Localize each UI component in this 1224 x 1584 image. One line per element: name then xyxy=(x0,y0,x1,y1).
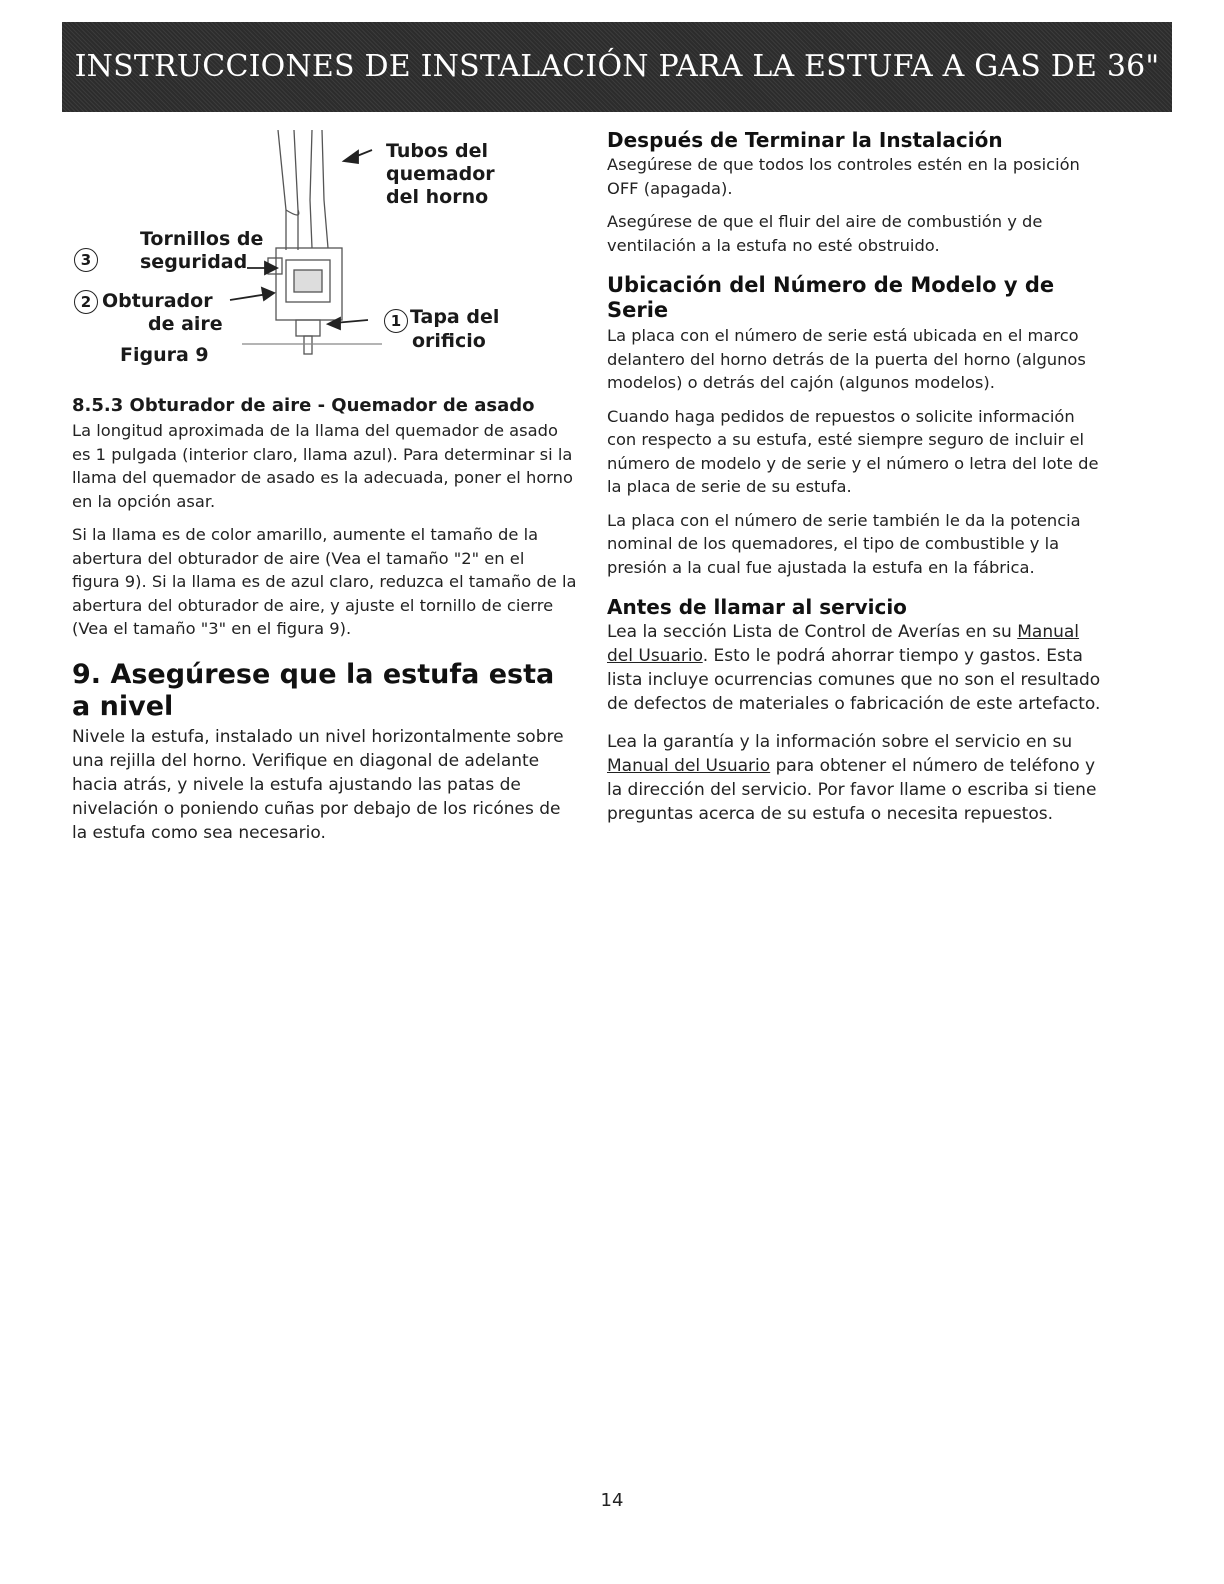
despues-paragraph-2: Asegúrese de que el fluir del aire de combustión y de ventilación a la estufa no esté obstruido. xyxy=(607,212,1043,255)
label-tornillos xyxy=(140,228,263,274)
label-tapa-line1: Tapa del xyxy=(410,306,500,328)
label-tapa xyxy=(410,306,499,329)
callout-3: 3 xyxy=(74,248,98,272)
ubicacion-heading: Ubicación del Número de Modelo y de Serie xyxy=(607,273,1055,322)
manual-del-usuario-link[interactable]: Manual del Usuario xyxy=(607,622,1080,666)
section-853-heading: 8.5.3 Obturador de aire - Quemador de asado xyxy=(72,395,535,416)
ubicacion-paragraph-2: Cuando haga pedidos de repuestos o solicite información con respecto a su estufa, esté siempre seguro de incluir el número de modelo y de serie y el número o letra del lote de la placa de serie de su estufa. xyxy=(607,406,1099,496)
antes-paragraph-1-end: . Esto le podrá ahorrar tiempo y gastos. Esta lista incluye ocurrencias comunes que no son el resultado de defectos de materiales o fabricación de este artefacto. xyxy=(607,646,1101,714)
label-tubos xyxy=(386,140,495,209)
figure-9 xyxy=(72,130,542,375)
left-column xyxy=(72,395,577,845)
ubicacion-paragraph-3: La placa con el número de serie también le da la potencia nominal de los quemadores, el tipo de combustible y la presión a la cual fue ajustada la estufa en la fábrica. xyxy=(607,510,1081,577)
figure-caption: Figura 9 xyxy=(120,344,209,366)
manual-del-usuario-link-2[interactable]: Manual del Usuario xyxy=(607,756,771,776)
right-column xyxy=(607,128,1107,826)
antes-paragraph-1 xyxy=(607,620,1107,716)
label-tornillos-line1: Tornillos de xyxy=(140,228,264,250)
page-title: INSTRUCCIONES DE INSTALACIÓN PARA LA ESTUFA A GAS DE 36" xyxy=(74,49,1160,84)
label-tornillos-line2: seguridad xyxy=(140,251,248,273)
section-853-paragraph-1: La longitud aproximada de la llama del quemador de asado es 1 pulgada (interior claro, llama azul). Para determinar si la llama del quemador de asado es la adecuada, poner el horno en la opción asar. xyxy=(72,421,573,511)
callout-2: 2 xyxy=(74,290,98,314)
antes-paragraph-2-start: Lea la garantía y la información sobre el servicio en su xyxy=(607,732,1073,752)
section-9-paragraph: Nivele la estufa, instalado un nivel horizontalmente sobre una rejilla del horno. Verifique en diagonal de adelante hacia atrás, y nivele la estufa ajustando las patas de nivelación o poniendo cuñas por debajo de los ricónes de la estufa como sea necesario. xyxy=(72,726,564,843)
label-obturador xyxy=(102,290,223,336)
antes-paragraph-2 xyxy=(607,730,1107,826)
label-tapa-line2: orificio xyxy=(412,330,486,352)
despues-heading: Después de Terminar la Instalación xyxy=(607,128,1003,152)
despues-paragraph-1: Asegúrese de que todos los controles estén en la posición OFF (apagada). xyxy=(607,155,1080,198)
section-9-heading: 9. Asegúrese que la estufa esta a nivel xyxy=(72,658,555,722)
section-853-paragraph-2: Si la llama es de color amarillo, aumente el tamaño de la abertura del obturador de aire (Vea el tamaño "2" en el figura 9). Si la llama es de azul claro, reduzca el tamaño de la abertura del obturador de aire, y ajuste el tornillo de cierre (Vea el tamaño "3" en el figura 9). xyxy=(72,525,577,638)
callout-1: 1 xyxy=(384,309,408,333)
ubicacion-paragraph-1: La placa con el número de serie está ubicada en el marco delantero del horno detrás de la puerta del horno (algunos modelos) o detrás del cajón (algunos modelos). xyxy=(607,326,1086,392)
antes-paragraph-1-start: Lea la sección Lista de Control de Averías en su xyxy=(607,622,1018,642)
label-tubos-line2: quemador xyxy=(386,163,495,185)
label-obturador-line2: de aire xyxy=(148,313,223,335)
header-banner xyxy=(62,22,1172,112)
antes-heading: Antes de llamar al servicio xyxy=(607,595,907,619)
label-tubos-line3: del horno xyxy=(386,186,489,208)
antes-paragraph-2-end: para obtener el número de teléfono y la dirección del servicio. Por favor llame o escriba si tiene preguntas acerca de su estufa o necesita repuestos. xyxy=(607,756,1097,824)
label-tubos-line1: Tubos del xyxy=(386,140,488,162)
label-obturador-line1: Obturador xyxy=(102,290,213,312)
page-number: 14 xyxy=(600,1490,624,1511)
